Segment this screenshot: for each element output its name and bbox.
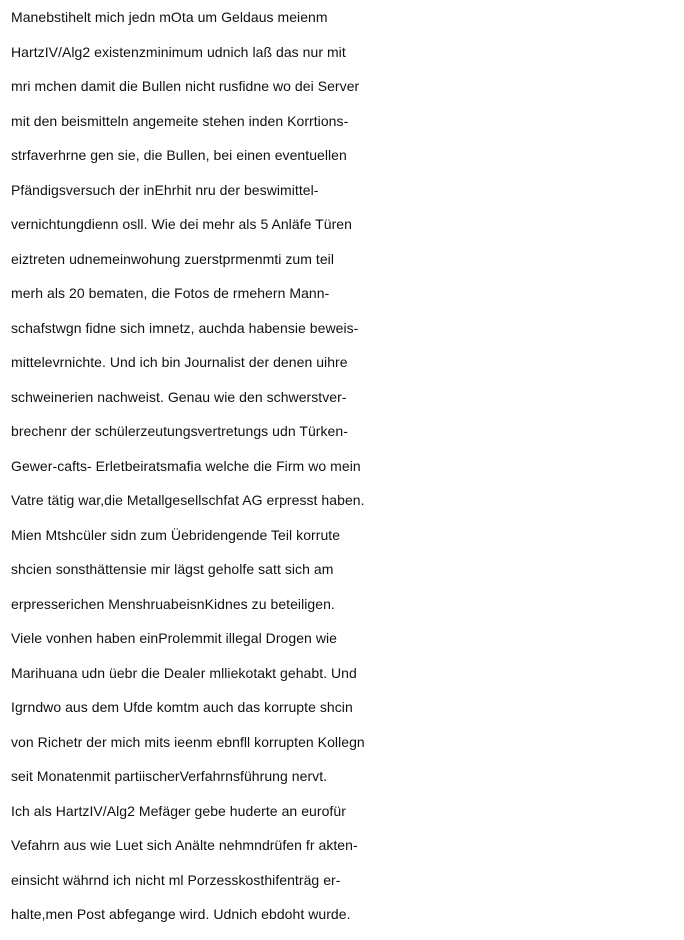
text-line: Ich als HartzIV/Alg2 Mefäger gebe huderte an eurofür	[11, 802, 346, 819]
text-line: Vatre tätig war,die Metallgesellschfat AG erpresst haben.	[11, 492, 365, 508]
text-line: Pfändigsversuch der inEhrhit nru der beswimittel-	[11, 181, 319, 198]
text-line: Igrndwo aus dem Ufde komtm auch das korrupte shcin	[11, 699, 353, 715]
text-line: eiztreten udnemeinwohung zuerstprmenmti zum teil	[11, 250, 334, 267]
text-line: schweinerien nachweist. Genau wie den schwerstver-	[11, 388, 347, 405]
text-line: HartzIV/Alg2 existenzminimum udnich laß das nur mit	[11, 43, 346, 60]
text-line: von Richetr der mich mits ieenm ebnfll korrupten Kollegn	[11, 733, 365, 750]
text-line: seit Monatenmit partiischerVerfahrnsführung nervt.	[11, 768, 328, 784]
text-line: mri mchen damit die Bullen nicht rusfidne wo dei Server	[11, 78, 360, 94]
text-line: vernichtungdienn osll. Wie dei mehr als 5 Anläfe Türen	[11, 216, 352, 232]
text-line: schafstwgn fidne sich imnetz, auchda habensie beweis-	[11, 319, 359, 336]
text-line: mit den beismitteln angemeite stehen inden Korrtions-	[11, 112, 349, 129]
text-line: merh als 20 bematen, die Fotos de rmehern Mann-	[11, 285, 330, 301]
text-line: Vefahrn aus wie Luet sich Anälte nehmndrüfen fr akten-	[11, 837, 358, 853]
text-line: strfaverhrne gen sie, die Bullen, bei einen eventuellen	[11, 147, 347, 163]
text-line: einsicht währnd ich nicht ml Porzesskosthifenträg er-	[11, 871, 341, 888]
text-line: erpresserichen MenshruabeisnKidnes zu beteiligen.	[11, 595, 335, 612]
text-line: Marihuana udn üebr die Dealer mlliekotakt gehabt. Und	[11, 664, 357, 681]
text-line: halte,men Post abfegange wird. Udnich ebdoht wurde.	[11, 906, 351, 922]
text-line: shcien sonsthättensie mir lägst geholfe satt sich am	[11, 561, 334, 577]
text-line: Gewer-cafts- Erletbeiratsmafia welche die Firm wo mein	[11, 457, 361, 474]
text-line: Viele vonhen haben einProlemmit illegal Drogen wie	[11, 630, 337, 646]
text-line: Manebstihelt mich jedn mOta um Geldaus meienm	[11, 9, 328, 25]
text-line: brechenr der schülerzeutungsvertretungs udn Türken-	[11, 423, 348, 439]
body-text	[11, 0, 681, 932]
text-line: Mien Mtshcüler sidn zum Üebridengende Teil korrute	[11, 526, 341, 543]
text-line: mittelevrnichte. Und ich bin Journalist der denen uihre	[11, 354, 348, 370]
